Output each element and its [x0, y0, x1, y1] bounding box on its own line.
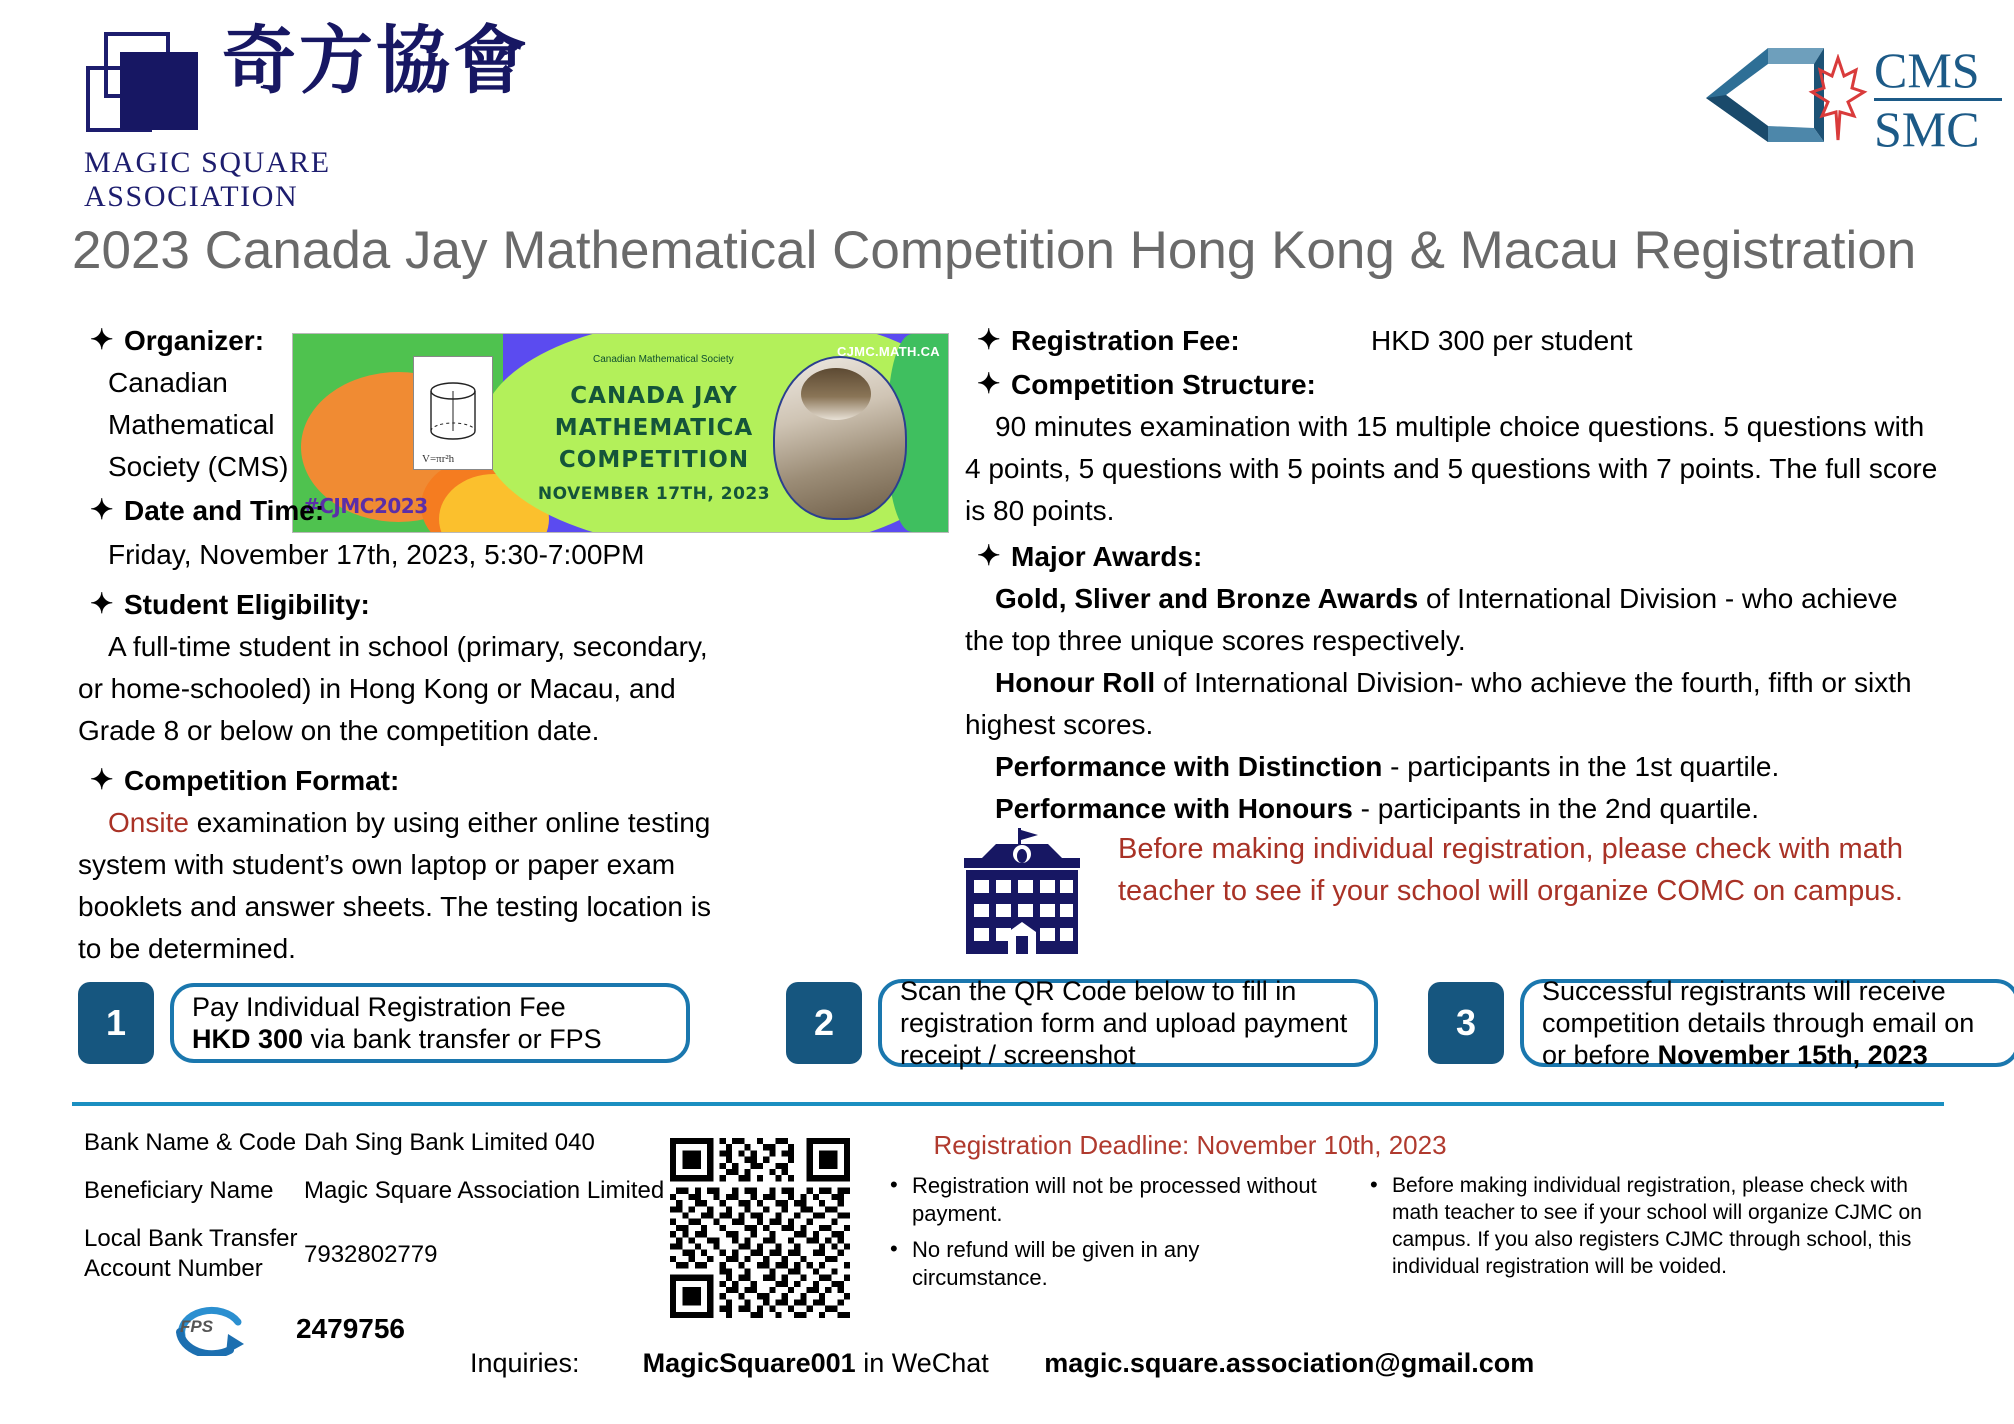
svg-text:FPS: FPS — [180, 1317, 214, 1336]
footer-note-2: • No refund will be given in any circumstance. — [882, 1236, 1332, 1292]
award2-bold: Honour Roll — [995, 667, 1156, 698]
step-1-line2-rest: via bank transfer or FPS — [303, 1024, 602, 1054]
award3-bold: Performance with Distinction — [995, 751, 1383, 782]
poster-header — [0, 0, 2014, 280]
step-1-amount: HKD 300 — [192, 1024, 304, 1054]
step-1-box — [170, 983, 690, 1063]
wechat-rest: in WeChat — [863, 1348, 989, 1378]
eligibility-value: A full-time student in school (primary, secondary, or home-schooled) in Hong Kong or Macau, and Grade 8 or below on the competition date. — [78, 631, 708, 746]
footer-notes-right — [1362, 1172, 1942, 1288]
registration-fee-label: ✦ Registration Fee: — [965, 320, 1371, 362]
cms-wordmark — [1874, 44, 2002, 155]
bank-details — [84, 1128, 704, 1356]
page-title: 2023 Canada Jay Mathematical Competition Hong Kong & Macau Registration — [72, 221, 1917, 280]
banner-formula: V=πr²h — [422, 453, 455, 465]
org-name-chinese: 奇方協會 — [222, 18, 530, 104]
footer-note-3: • Before making individual registration, please check with math teacher to see if your school will organize CJMC on campus. If you also registers CJMC through school, this individual registration will be voided. — [1362, 1172, 1942, 1280]
square-solid-icon — [120, 52, 198, 130]
major-awards-label: ✦ Major Awards: — [965, 536, 1940, 578]
registration-qr-code[interactable] — [670, 1138, 850, 1318]
left-info-column — [78, 320, 958, 970]
beneficiary-value: Magic Square Association Limited — [304, 1177, 665, 1204]
registration-steps — [78, 975, 1975, 1073]
banner-title-line1: CANADA JAY — [570, 383, 738, 409]
step-3-pre: Successful registrants will receive competition details through email on or before — [1542, 976, 1975, 1070]
fps-logo-icon — [174, 1302, 252, 1356]
competition-format-value — [78, 802, 738, 970]
competition-structure-value: 90 minutes examination with 15 multiple choice questions. 5 questions with 4 points, 5 questions with 5 points and 5 questions with 7 points. The full score is 80 points. — [965, 411, 1938, 526]
step-1-line1: Pay Individual Registration Fee — [192, 992, 566, 1022]
step-3-date: November 15th, 2023 — [1657, 1040, 1928, 1070]
award3-rest: - participants in the 1st quartile. — [1382, 751, 1780, 782]
smc-label: SMC — [1874, 101, 1980, 157]
step-3 — [1428, 975, 2014, 1071]
step-2-text: Scan the QR Code below to fill in registration form and upload payment receipt / screenshot — [900, 976, 1348, 1070]
competition-format-rest: examination by using either online testing system with student’s own laptop or paper exam booklets and answer sheets. The testing location is to be determined. — [78, 807, 711, 964]
step-2-number: 2 — [786, 982, 862, 1064]
wechat-id: MagicSquare001 — [642, 1348, 856, 1378]
school-registration-notice: Before making individual registration, please check with math teacher to see if your school will organize COMC on campus. — [1118, 833, 1904, 907]
banner-cms-label: Canadian Mathematical Society — [593, 354, 734, 365]
cms-label: CMS — [1874, 42, 1980, 98]
award1-rest: of International Division - who achieve the top three unique scores respectively. — [965, 583, 1898, 656]
eligibility-label: ✦ Student Eligibility: — [78, 584, 958, 626]
competition-format-label: ✦ Competition Format: — [78, 760, 958, 802]
bank-row-account — [84, 1224, 704, 1284]
organizer-value: Canadian Mathematical Society (CMS) — [108, 367, 289, 482]
award-honour-roll — [965, 662, 1940, 746]
org-name-english: MAGIC SQUARE ASSOCIATION — [84, 146, 331, 213]
inquiries-line — [470, 1348, 1534, 1379]
date-time-label: ✦ Date and Time: — [78, 490, 354, 532]
footer-note-1: • Registration will not be processed without payment. — [882, 1172, 1332, 1228]
registration-fee-value: HKD 300 per student — [1371, 325, 1633, 356]
beneficiary-label: Beneficiary Name — [84, 1177, 274, 1204]
footer-divider — [72, 1102, 1944, 1106]
step-1-text — [192, 991, 602, 1055]
award-distinction — [965, 746, 1940, 788]
account-number-label: Local Bank Transfer Account Number — [84, 1225, 298, 1282]
magic-square-association-logo — [82, 18, 552, 213]
step-3-box — [1520, 976, 2014, 1070]
step-2-box — [878, 976, 1378, 1070]
step-3-number: 3 — [1428, 982, 1504, 1064]
magic-square-mark-icon — [82, 28, 212, 148]
bank-row-beneficiary — [84, 1176, 704, 1206]
banner-date: NOVEMBER 17TH, 2023 — [537, 484, 771, 504]
bank-name-label: Bank Name & Code — [84, 1129, 297, 1156]
bank-row-name — [84, 1128, 704, 1158]
onsite-highlight: Onsite — [108, 807, 189, 838]
bank-name-value: Dah Sing Bank Limited 040 — [304, 1129, 595, 1156]
award-honours — [965, 788, 1940, 830]
banner-title-line3: COMPETITION — [558, 447, 750, 473]
inquiries-label: Inquiries: — [470, 1348, 580, 1378]
account-number-value: 7932802779 — [304, 1241, 438, 1268]
banner-title-line2: MATHEMATICA — [554, 415, 754, 441]
registration-deadline: Registration Deadline: November 10th, 2023 — [933, 1130, 1447, 1160]
maple-leaf-icon — [1808, 54, 1868, 144]
school-building-icon — [952, 828, 1092, 956]
organizer-label: ✦ Organizer: — [78, 320, 958, 362]
date-time-value: Friday, November 17th, 2023, 5:30-7:00PM — [108, 539, 645, 570]
competition-structure-label: ✦ Competition Structure: — [965, 364, 1940, 406]
cms-smc-logo — [1696, 38, 1980, 158]
banner-url: CJMC.MATH.CA — [836, 344, 940, 359]
step-1-number: 1 — [78, 982, 154, 1064]
right-info-column — [965, 320, 1940, 830]
award2-rest: of International Division- who achieve the fourth, fifth or sixth highest scores. — [965, 667, 1912, 740]
award4-rest: - participants in the 2nd quartile. — [1352, 793, 1760, 824]
step-1-line2 — [192, 1023, 602, 1055]
step-1 — [78, 975, 690, 1071]
step-3-text — [1542, 975, 1998, 1071]
footer-notes-left — [882, 1172, 1332, 1300]
contact-email[interactable]: magic.square.association@gmail.com — [1044, 1348, 1535, 1378]
award1-bold: Gold, Sliver and Bronze Awards — [995, 583, 1419, 614]
award-gold-silver-bronze — [965, 578, 1940, 662]
banner-hashtag: #CJMC2023 — [303, 494, 428, 518]
step-2 — [786, 975, 1378, 1071]
award4-bold: Performance with Honours — [995, 793, 1353, 824]
fps-number: 2479756 — [296, 1313, 406, 1344]
